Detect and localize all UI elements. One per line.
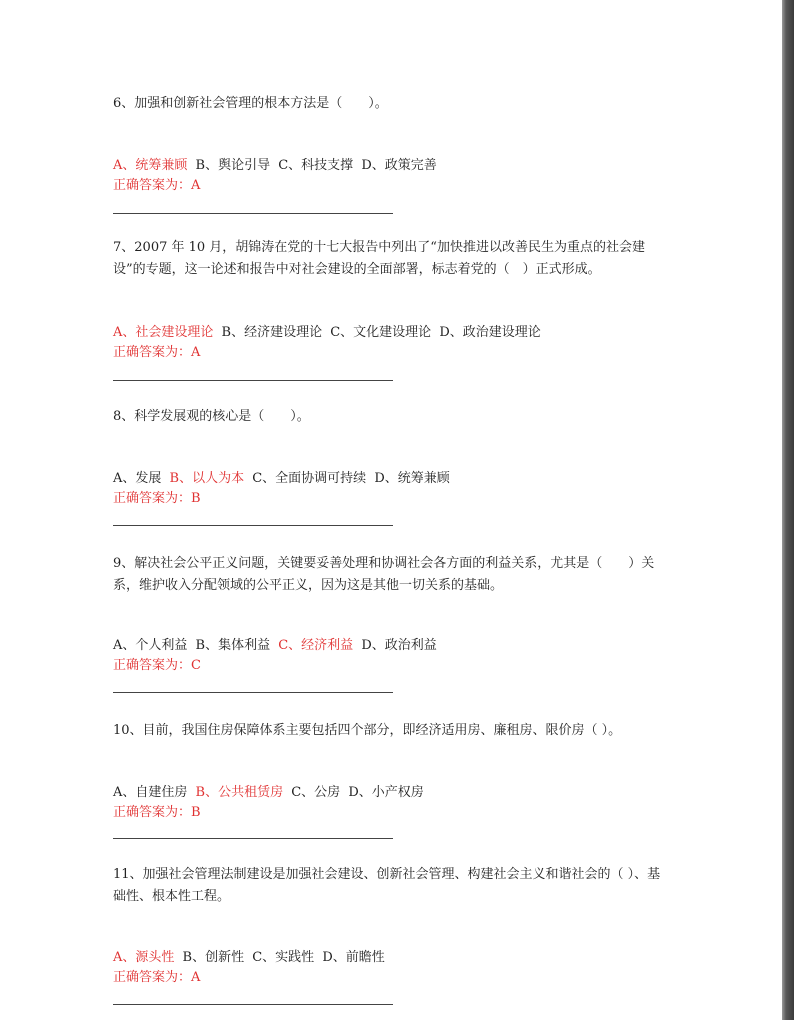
question-options bbox=[113, 636, 673, 676]
option-d: D、政策完善 bbox=[361, 158, 437, 173]
question-text: 7、2007 年 10 月，胡锦涛在党的十七大报告中列出了“加快推进以改善民生为重点的社会建设”的专题，这一论述和报告中对社会建设的全面部署，标志着党的（ ）正式形成。 bbox=[113, 240, 645, 277]
options-line bbox=[113, 469, 673, 489]
option-a: A、自建住房 bbox=[113, 785, 188, 800]
question-stem bbox=[113, 93, 673, 115]
question-options bbox=[113, 156, 673, 196]
options-line bbox=[113, 948, 673, 968]
option-a: A、统筹兼顾 bbox=[113, 158, 188, 173]
option-d: D、统筹兼顾 bbox=[374, 471, 450, 486]
question-stem bbox=[113, 864, 673, 908]
option-b: B、公共租赁房 bbox=[195, 785, 284, 800]
option-b: B、以人为本 bbox=[169, 471, 245, 486]
option-d: D、小产权房 bbox=[348, 785, 424, 800]
answer-line: 正确答案为：A bbox=[113, 345, 201, 360]
option-a: A、源头性 bbox=[113, 950, 175, 965]
question-text: 10、目前，我国住房保障体系主要包括四个部分，即经济适用房、廉租房、限价房（ ）。 bbox=[113, 723, 622, 738]
question-stem bbox=[113, 720, 673, 742]
question-stem bbox=[113, 237, 673, 281]
answer-line: 正确答案为：A bbox=[113, 178, 201, 193]
options-line bbox=[113, 156, 673, 176]
option-c: C、文化建设理论 bbox=[330, 325, 432, 340]
question-text: 8、科学发展观的核心是（ ）。 bbox=[113, 409, 310, 424]
divider bbox=[113, 1004, 393, 1005]
option-c: C、公房 bbox=[291, 785, 341, 800]
option-a: A、发展 bbox=[113, 471, 162, 486]
question-text: 11、加强社会管理法制建设是加强社会建设、创新社会管理、构建社会主义和谐社会的（ ）、基础性、根本性工程。 bbox=[113, 867, 661, 904]
options-line bbox=[113, 783, 673, 803]
question-options bbox=[113, 469, 673, 509]
option-c: C、科技支撑 bbox=[278, 158, 354, 173]
page-edge-shadow bbox=[782, 0, 794, 1020]
option-d: D、前瞻性 bbox=[322, 950, 385, 965]
options-line bbox=[113, 636, 673, 656]
option-b: B、集体利益 bbox=[195, 638, 271, 653]
options-line bbox=[113, 323, 673, 343]
question-text: 9、解决社会公平正义问题，关键要妥善处理和协调社会各方面的利益关系，尤其是（ ）关系，维护收入分配领域的公平正义，因为这是其他一切关系的基础。 bbox=[113, 556, 655, 593]
option-c: C、实践性 bbox=[252, 950, 315, 965]
question-text: 6、加强和创新社会管理的根本方法是（ ）。 bbox=[113, 96, 388, 111]
option-b: B、舆论引导 bbox=[195, 158, 271, 173]
answer-line: 正确答案为：B bbox=[113, 491, 201, 506]
question-options bbox=[113, 948, 673, 988]
question-stem bbox=[113, 553, 673, 597]
option-b: B、经济建设理论 bbox=[221, 325, 323, 340]
option-d: D、政治建设理论 bbox=[439, 325, 541, 340]
option-a: A、社会建设理论 bbox=[113, 325, 214, 340]
divider bbox=[113, 838, 393, 839]
option-c: C、经济利益 bbox=[278, 638, 354, 653]
divider bbox=[113, 525, 393, 526]
option-c: C、全面协调可持续 bbox=[252, 471, 367, 486]
question-options bbox=[113, 323, 673, 363]
question-options bbox=[113, 783, 673, 823]
divider bbox=[113, 692, 393, 693]
option-d: D、政治利益 bbox=[361, 638, 437, 653]
divider bbox=[113, 213, 393, 214]
answer-line: 正确答案为：A bbox=[113, 970, 201, 985]
option-a: A、个人利益 bbox=[113, 638, 188, 653]
question-stem bbox=[113, 406, 673, 428]
option-b: B、创新性 bbox=[182, 950, 245, 965]
answer-line: 正确答案为：C bbox=[113, 658, 201, 673]
divider bbox=[113, 380, 393, 381]
answer-line: 正确答案为：B bbox=[113, 805, 201, 820]
